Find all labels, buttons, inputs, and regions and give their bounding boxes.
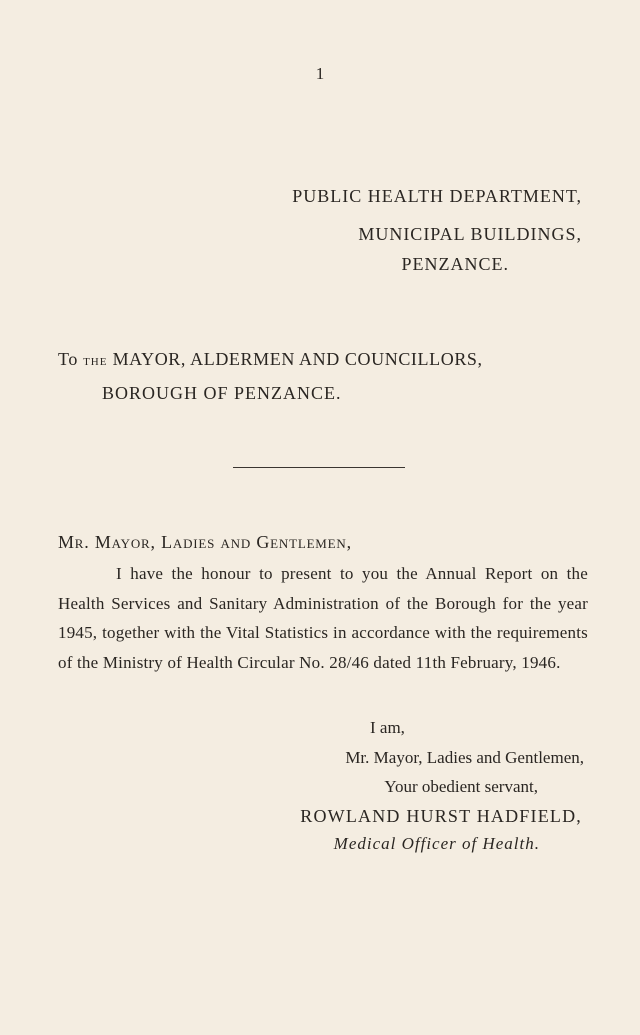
address-department: PUBLIC HEALTH DEPARTMENT, (292, 186, 582, 206)
addressee-the: the (83, 353, 108, 369)
closing-servant: Your obedient servant, (384, 777, 538, 796)
closing-salutation: Mr. Mayor, Ladies and Gentlemen, (345, 748, 584, 767)
signatory-name: ROWLAND HURST HADFIELD, (300, 806, 582, 826)
divider-rule (233, 467, 405, 468)
signatory-title: Medical Officer of Health. (333, 834, 540, 853)
letter-body: I have the honour to present to you the Annual Report on the Health Services and Sanitary Administration of the Borough for the year 1945, together with the Vital Statistics in accordance with the requirements of the Ministry of Health Circular No. 28/46 dated 11th February, 1946. (58, 564, 588, 672)
addressee-borough: BOROUGH OF PENZANCE. (102, 383, 342, 403)
addressee-to: To (58, 349, 78, 369)
address-buildings: MUNICIPAL BUILDINGS, (358, 224, 582, 244)
address-town: PENZANCE. (401, 254, 509, 274)
addressee-recipients: MAYOR, ALDERMEN AND COUNCILLORS, (112, 349, 483, 369)
letter-greeting: Mr. Mayor, Ladies and Gentlemen, (58, 532, 352, 552)
closing-i-am: I am, (370, 718, 405, 737)
page-number: 1 (315, 64, 325, 83)
addressee-line (58, 349, 483, 370)
